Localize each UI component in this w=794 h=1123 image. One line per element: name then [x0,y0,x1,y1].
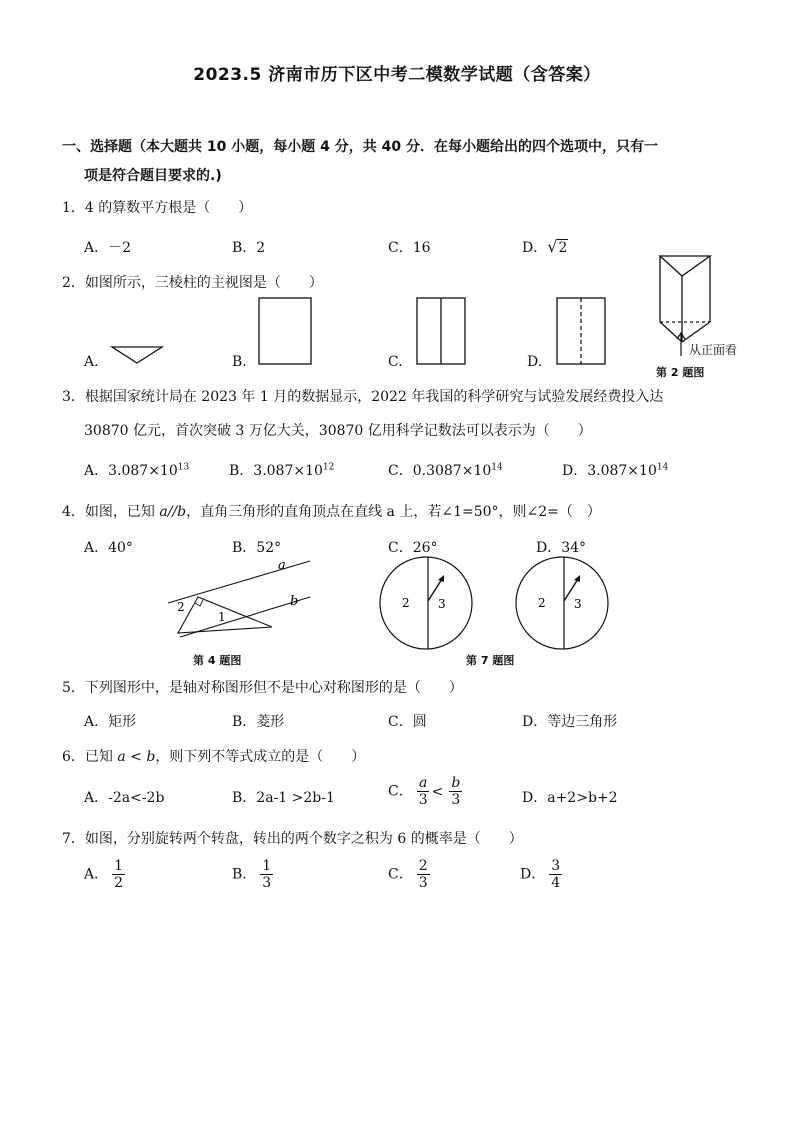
q7-option-d-label: D． [520,866,546,883]
line-a [168,561,310,603]
q2-option-a-triangle [110,345,166,367]
q7-option-c [388,858,430,891]
q2-view-label: 从正面看 [689,343,738,357]
q3-stem-line2: 30870 亿元，首次突破 3 万亿大关，30870 亿用科学记数法可以表示为（ ） [84,423,592,439]
q6-option-d: D．a+2>b+2 [522,790,618,806]
sqrt-symbol-icon: √ [547,237,558,256]
fraction-numerator: 1 [262,858,272,874]
q7-figure-caption: 第 7 题图 [466,654,515,667]
q6-option-c-left-fraction [417,775,430,808]
angle-1-label: 1 [218,610,226,624]
q4-stem [62,501,601,521]
fraction-denominator: 3 [418,792,428,808]
angle-2-label: 2 [177,600,185,614]
q2-caption: 第 2 题图 [656,366,705,379]
q4-stem-var: a//b [159,504,187,520]
fraction-numerator: b [451,775,461,791]
q2-option-a: A. [84,354,99,370]
q1-option-d-label: D． [522,240,548,256]
q6-option-c-right-fraction [449,775,462,808]
q5-stem: 5．下列图形中，是轴对称图形但不是中心对称图形的是（ ） [62,680,463,696]
q2-option-d-rectangle [556,297,610,367]
q6-option-a: A．-2a<-2b [84,790,165,806]
section-header-line2: 项是符合题目要求的.) [84,168,222,184]
q4-figure [160,555,320,655]
q1-option-d [522,237,568,257]
q4-stem-post: ，直角三角形的直角顶点在直线 a 上，若∠1=50°，则∠2=（ ） [186,504,601,520]
q6-option-c-operator: < [431,783,444,800]
q3-option-c [388,460,503,480]
q7-option-b-label: B． [232,866,257,883]
q4-option-c: C．26° [388,540,438,556]
q6-stem [62,746,365,766]
q1-stem: 1．4 的算数平方根是（ ） [62,200,253,216]
fraction-numerator: 1 [114,858,124,874]
right-spinner-sector-2: 3 [574,597,582,611]
section-header-line1: 一、选择题（本大题共 10 小题，每小题 4 分，共 40 分．在每小题给出的四个选项中，只有一 [62,139,658,155]
q1-option-b: B．2 [232,240,266,256]
q5-option-a: A．矩形 [84,714,137,730]
fraction-denominator: 3 [418,875,428,891]
q7-option-d-fraction [549,858,562,891]
q3-option-d-label: D．3.087×10 [562,463,657,479]
line-b-label: b [290,594,299,609]
q3-option-d [562,460,668,480]
q3-option-d-exponent: 14 [656,462,669,473]
page-title: 2023.5 济南市历下区中考二模数学试题（含答案） [193,65,601,85]
fraction-denominator: 3 [262,875,272,891]
q7-option-c-label: C． [388,866,413,883]
q2-stem: 2．如图所示，三棱柱的主视图是（ ） [62,275,323,291]
q7-left-spinner [378,555,474,651]
q7-stem: 7．如图，分别旋转两个转盘，转出的两个数字之积为 6 的概率是（ ） [62,831,523,847]
q6-option-c [388,775,462,808]
fraction-numerator: 2 [418,858,428,874]
fraction-denominator: 3 [451,792,461,808]
q3-option-b [229,460,334,480]
q4-option-b: B．52° [232,540,282,556]
q3-option-c-exponent: 14 [491,462,503,473]
q6-option-b: B．2a-1 >2b-1 [232,790,335,806]
q1-option-c: C．16 [388,240,431,256]
q4-stem-pre: 4．如图，已知 [62,504,160,520]
q2-option-d: D. [527,354,543,370]
q7-option-d [520,858,562,891]
q7-right-spinner [514,555,610,651]
q3-option-a-label: A．3.087×10 [84,463,178,479]
q7-option-b [232,858,273,891]
q3-option-b-exponent: 12 [322,462,335,473]
line-a-label: a [278,558,286,573]
q5-option-b: B．菱形 [232,714,285,730]
q3-stem-line1: 3．根据国家统计局在 2023 年 1 月的数据显示，2022 年我国的科学研究与试验发展经费投入达 [62,389,664,405]
fraction-numerator: 3 [551,858,561,874]
q1-option-d-radicand: 2 [558,240,568,256]
q7-option-a-label: A． [84,866,109,883]
left-spinner-sector-1: 2 [402,596,410,610]
q5-option-d: D．等边三角形 [522,714,618,730]
right-spinner-sector-1: 2 [538,596,546,610]
q3-option-a [84,460,189,480]
fraction-denominator: 2 [114,875,124,891]
q6-stem-math: a < b [117,749,156,765]
q7-option-a-fraction [112,858,125,891]
q5-option-c: C．圆 [388,714,427,730]
q2-option-b: B. [232,354,247,370]
q2-option-b-rectangle [258,297,314,367]
view-direction-arrow-icon [674,330,688,358]
q6-option-c-label: C． [388,783,413,800]
q6-stem-pre: 6．已知 [62,749,118,765]
q3-option-a-exponent: 13 [177,462,190,473]
q7-option-b-fraction [260,858,273,891]
q6-stem-post: ，则下列不等式成立的是（ ） [155,749,366,765]
fraction-numerator: a [419,775,428,791]
q2-option-c-rectangle [416,297,470,367]
q7-option-a [84,858,125,891]
q2-option-c: C. [388,354,403,370]
q3-option-b-label: B．3.087×10 [229,463,323,479]
q4-option-d: D．34° [536,540,587,556]
q7-option-c-fraction [417,858,430,891]
q4-option-a: A．40° [84,540,133,556]
q3-option-c-label: C．0.3087×10 [388,463,492,479]
q4-caption: 第 4 题图 [193,654,242,667]
fraction-denominator: 4 [551,875,561,891]
left-spinner-sector-2: 3 [438,597,446,611]
q1-option-a: A．－2 [84,240,132,256]
